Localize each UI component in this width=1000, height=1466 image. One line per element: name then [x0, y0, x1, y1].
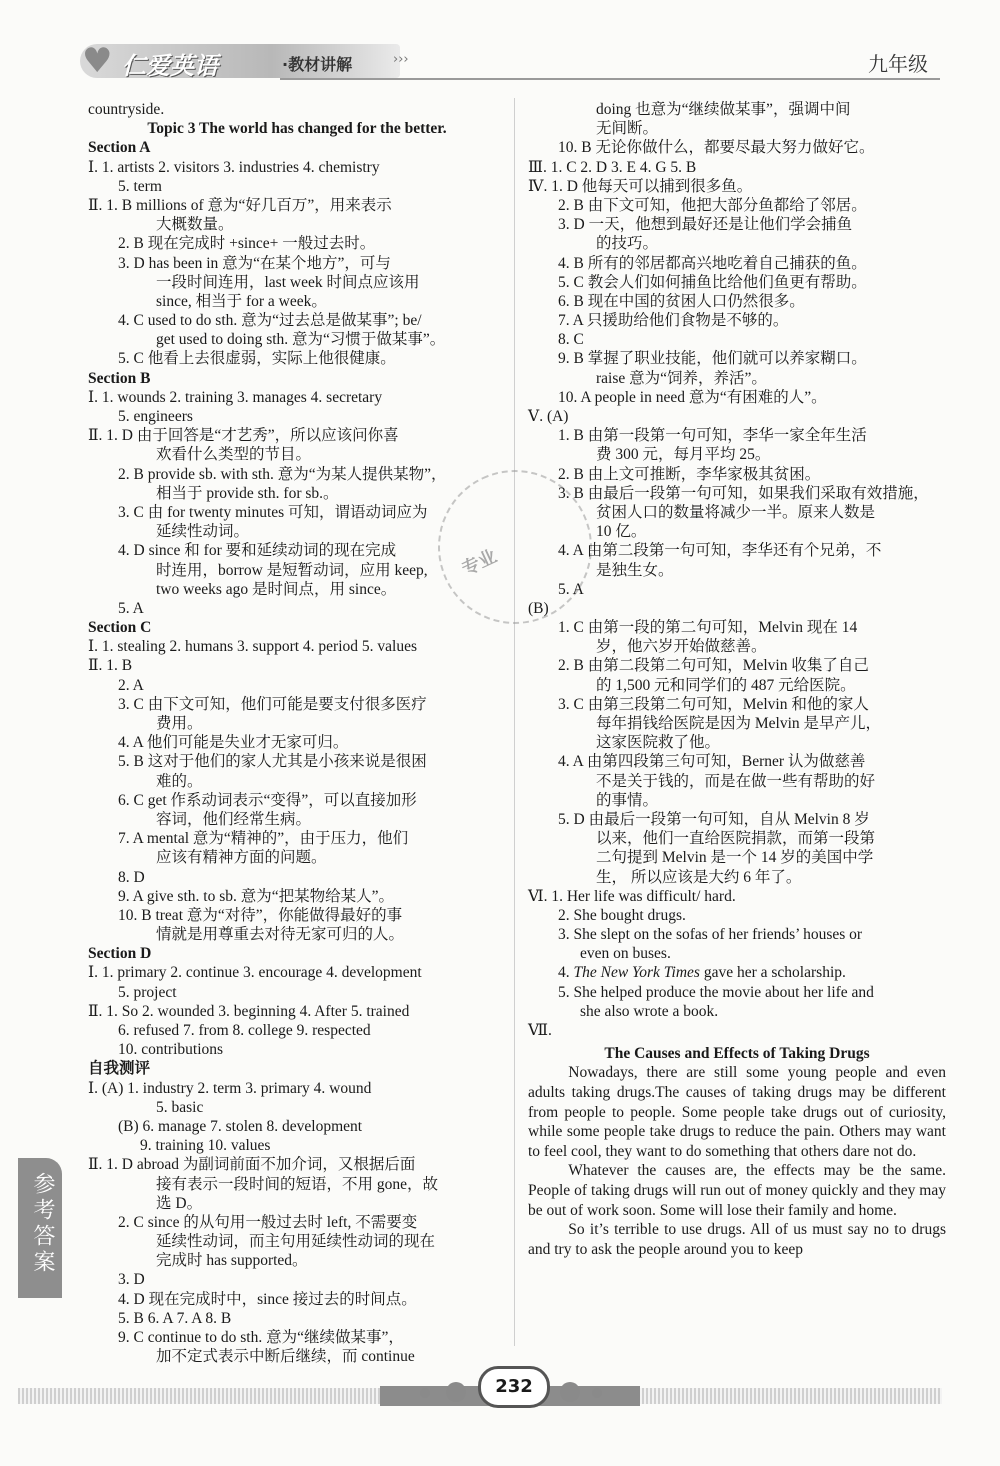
- right-answer-line: 是独生女。: [596, 561, 674, 579]
- left-answer-line: 4. D since 和 for 要和延续动词的现在完成: [118, 542, 397, 560]
- right-answer-line: 2. B 由第二段第二句可知，Melvin 收集了自己: [558, 657, 869, 675]
- right-answer-line: 3. B 由最后一段第一句可知，如果我们采取有效措施，: [558, 484, 929, 502]
- left-answer-line: 5. engineers: [118, 408, 193, 425]
- left-answer-line: since, 相当于 for a week。: [156, 292, 327, 310]
- left-answer-line: 情就是用尊重去对待无家可归的人。: [156, 926, 405, 944]
- dot-icon: [592, 1388, 602, 1398]
- right-answer-line: 1. B 由第一段第一句可知，李华一家全年生活: [558, 427, 867, 445]
- right-answer-line: 这家医院救了他。: [596, 734, 721, 752]
- left-answer-line: 4. A 他们可能是失业才无家可归。: [118, 734, 349, 752]
- left-answer-line: 相当于 provide sth. for sb.。: [156, 484, 339, 502]
- right-answer-line: 的技巧。: [596, 235, 659, 253]
- side-tab-label: 参考答案: [30, 1172, 55, 1276]
- left-answer-line: Ⅱ. 1. So 2. wounded 3. beginning 4. After 5. trained: [88, 1002, 410, 1020]
- left-answer-line: Section A: [88, 139, 151, 157]
- left-answer-line: 选 D。: [156, 1194, 203, 1212]
- right-answer-line: 2. She bought drugs.: [558, 906, 686, 924]
- left-answer-line: 7. A mental 意为“精神的”，由于压力，他们: [118, 830, 409, 848]
- right-answer-line: 2. B 由上文可推断，李华家极其贫困。: [558, 465, 821, 483]
- left-answer-line: 6. refused 7. from 8. college 9. respected: [118, 1022, 371, 1039]
- right-answer-line: doing 也意为“继续做某事”，强调中间: [596, 101, 851, 118]
- left-answer-line: Ⅰ. 1. stealing 2. humans 3. support 4. period 5. values: [88, 638, 417, 656]
- left-answer-line: 加不定式表示中断后继续，而 continue: [156, 1348, 415, 1366]
- right-answer-line: 的 1,500 元和同学们的 487 元给医院。: [596, 676, 856, 694]
- right-answer-line: 岁，他六岁开始做慈善。: [596, 638, 767, 656]
- left-answer-line: 5. C 他看上去很虚弱，实际上他很健康。: [118, 350, 396, 368]
- dot-icon: [446, 1382, 466, 1402]
- right-answer-line: 以来，他们一直给医院捐款，而第一段第: [596, 830, 876, 848]
- left-answer-line: 2. B 现在完成时 +since+ 一般过去时。: [118, 235, 376, 253]
- left-answer-line: two weeks ago 是时间点，用 since。: [156, 580, 397, 598]
- right-answer-line: 5. C 教会人们如何捕鱼比给他们鱼更有帮助。: [558, 273, 867, 291]
- left-answer-line: 3. D has been in 意为“在某个地方”，可与: [118, 254, 391, 272]
- right-answer-line: 4. A 由第二段第一句可知，李华还有个兄弟，不: [558, 542, 882, 560]
- right-answer-line: 不是关于钱的，而是在做一些有帮助的好: [596, 772, 876, 790]
- left-answer-line: 2. B provide sb. with sth. 意为“为某人提供某物”，: [118, 465, 447, 483]
- right-answer-line: Ⅴ. (A): [528, 408, 569, 425]
- right-answer-line: Ⅳ. 1. D 他每天可以捕到很多鱼。: [528, 177, 753, 195]
- book-subtitle: ·教材讲解: [282, 55, 353, 74]
- right-answer-line: 8. C: [558, 331, 584, 349]
- left-answer-line: 5. B 这对于他们的家人尤其是小孩来说是很困: [118, 753, 427, 771]
- essay-body: [528, 1063, 946, 1259]
- left-answer-line: 容词，他们经常生病。: [156, 810, 312, 828]
- right-answer-line: raise 意为“饲养，养活”。: [596, 369, 767, 387]
- right-answer-line: 5. D 由最后一段第一句可知，自从 Melvin 8 岁: [558, 810, 870, 828]
- newspaper-title: The New York Times: [573, 964, 700, 982]
- page-header: [0, 0, 1000, 95]
- essay-paragraph: Whatever the causes are, the effects may be the same. People of taking drugs will run out of money quickly and they may be out of work soon. Some will lose their family and home.: [528, 1162, 946, 1219]
- left-answer-line: 2. A: [118, 676, 144, 694]
- right-answer-line: 无间断。: [596, 120, 659, 138]
- essay-title: The Causes and Effects of Taking Drugs: [604, 1045, 870, 1063]
- left-answer-line: 3. C 由 for twenty minutes 可知，谓语动词应为: [118, 503, 428, 521]
- left-answer-line: 3. D: [118, 1271, 145, 1289]
- right-answer-lines: [528, 100, 946, 963]
- answer-line-vi-4: [528, 963, 946, 982]
- left-answer-line: 自我测评: [88, 1060, 151, 1078]
- right-answer-line: 5. She helped produce the movie about her life and: [558, 983, 874, 1001]
- left-answer-line: 9. C continue to do sth. 意为“继续做某事”，: [118, 1329, 404, 1346]
- right-answer-line: 10 亿。: [596, 523, 647, 541]
- right-answer-line: 3. D 一天，他想到最好还是让他们学会捕鱼: [558, 216, 853, 234]
- left-answer-line: 9. A give sth. to sb. 意为“把某物给某人”。: [118, 887, 394, 905]
- right-answer-line: 的事情。: [596, 791, 659, 809]
- left-answer-line: Section B: [88, 369, 151, 387]
- left-answer-line: 9. training 10. values: [140, 1137, 271, 1155]
- left-answer-line: 3. C 由下文可知，他们可能是要支付很多医疗: [118, 695, 427, 713]
- left-answer-line: Topic 3 The world has changed for the better.: [147, 120, 447, 138]
- right-answer-line: 9. B 掌握了职业技能，他们就可以养家糊口。: [558, 350, 867, 368]
- right-answer-line: 10. A people in need 意为“有困难的人”。: [558, 388, 827, 406]
- left-answer-line: Ⅰ. 1. artists 2. visitors 3. industries 4. chemistry: [88, 158, 380, 176]
- right-answer-lines-b: [528, 983, 946, 1041]
- left-answer-line: (B) 6. manage 7. stolen 8. development: [118, 1117, 363, 1135]
- right-answer-column: [528, 100, 946, 1259]
- header-rule: [280, 78, 940, 80]
- left-answer-line: 8. D: [118, 868, 145, 886]
- dot-icon: [420, 1388, 430, 1398]
- right-answer-line: she also wrote a book.: [580, 1002, 719, 1020]
- left-answer-line: 完成时 has supported。: [156, 1252, 308, 1270]
- answer-prefix: 4.: [558, 964, 574, 982]
- right-answer-line: Ⅵ. 1. Her life was difficult/ hard.: [528, 887, 736, 905]
- right-answer-line: Ⅲ. 1. C 2. D 3. E 4. G 5. B: [528, 158, 697, 176]
- right-answer-line: 费 300 元，每月平均 25。: [596, 446, 771, 464]
- left-answer-line: Ⅰ. 1. wounds 2. training 3. manages 4. secretary: [88, 388, 383, 406]
- left-answer-line: 接有表示一段时间的短语，不用 gone，故: [156, 1175, 439, 1193]
- right-answer-line: even on buses.: [580, 945, 671, 963]
- left-answer-line: 5. A: [118, 599, 144, 617]
- right-answer-line: 10. B 无论你做什么，都要尽最大努力做好它。: [558, 139, 875, 157]
- right-answer-line: 3. She slept on the sofas of her friends’ houses or: [558, 926, 863, 944]
- left-answer-line: 时连用，borrow 是短暂动词，应用 keep,: [156, 561, 428, 579]
- right-answer-line: 5. A: [558, 580, 584, 598]
- essay-paragraph: So it’s terrible to use drugs. All of us must say no to drugs and try to ask the people around you to keep: [528, 1221, 946, 1258]
- right-answer-line: 二句提到 Melvin 是一个 14 岁的美国中学: [596, 849, 874, 867]
- left-answer-line: 2. C since 的从句用一般过去时 left, 不需要变: [118, 1213, 418, 1231]
- left-answer-line: 一段时间连用，last week 时间点应该用: [156, 273, 420, 291]
- right-answer-line: 4. A 由第四段第三句可知，Berner 认为做慈善: [558, 753, 866, 771]
- left-answer-line: 10. contributions: [118, 1041, 224, 1059]
- grade-label: 九年级: [868, 52, 928, 76]
- left-answer-line: Ⅱ. 1. D abroad 为副词前面不加介词，又根据后面: [88, 1156, 416, 1174]
- essay-paragraph: Nowadays, there are still some young people and even adults taking drugs.The causes of taking drugs may be different from people to people. Some people take drugs out of curiosity, while some people take drugs to reduce the pain. Others may want to feel cool, they want to do something that others dare not do.: [528, 1064, 946, 1160]
- left-answer-line: 费用。: [156, 715, 203, 732]
- left-answer-line: Ⅰ. 1. primary 2. continue 3. encourage 4. development: [88, 964, 422, 982]
- left-answer-column: [88, 100, 506, 1366]
- left-answer-line: 4. D 现在完成时中，since 接过去的时间点。: [118, 1290, 417, 1308]
- right-answer-line: (B): [528, 599, 549, 617]
- page-footer: [0, 1360, 1000, 1466]
- left-answer-line: get used to doing sth. 意为“习惯于做某事”。: [156, 331, 446, 349]
- right-answer-line: 3. C 由第三段第二句可知，Melvin 和他的家人: [558, 695, 869, 713]
- right-answer-line: 每年捐钱给医院是因为 Melvin 是早产儿，: [596, 715, 882, 732]
- left-answer-line: 大概数量。: [156, 216, 234, 234]
- right-answer-line: 7. A 只援助给他们食物是不够的。: [558, 312, 789, 330]
- left-answer-line: 5. basic: [156, 1098, 204, 1116]
- page-number: 232: [478, 1366, 550, 1408]
- left-answer-line: countryside.: [88, 101, 165, 118]
- brand-title: 仁爱英语: [122, 52, 218, 80]
- left-answer-line: 5. term: [118, 177, 162, 195]
- heart-logo-icon: ♥: [82, 41, 113, 81]
- left-answer-line: 应该有精神方面的问题。: [156, 849, 327, 867]
- left-answer-line: 延续性动词。: [156, 523, 250, 541]
- left-answer-line: 6. C get 作系动词表示“变得”，可以直接加形: [118, 791, 417, 809]
- right-answer-line: 贫困人口的数量将减少一半。原来人数是: [596, 503, 876, 521]
- left-answer-line: 5. project: [118, 983, 177, 1001]
- left-answer-line: Ⅱ. 1. B millions of 意为“好几百万”，用来表示: [88, 196, 392, 214]
- right-answer-line: 1. C 由第一段的第二句可知，Melvin 现在 14: [558, 619, 858, 637]
- column-divider: [514, 98, 515, 1346]
- left-answer-line: Section D: [88, 945, 152, 963]
- left-answer-line: Ⅱ. 1. B: [88, 657, 133, 675]
- answer-rest: gave her a scholarship.: [699, 964, 846, 982]
- left-answer-line: 10. B treat 意为“对待”，你能做得最好的事: [118, 906, 403, 924]
- left-answer-line: 5. B 6. A 7. A 8. B: [118, 1309, 232, 1327]
- watermark-stamp: 专业: [413, 445, 618, 650]
- right-answer-line: Ⅶ.: [528, 1022, 552, 1039]
- left-answer-line: 难的。: [156, 772, 203, 790]
- left-answer-line: Ⅰ. (A) 1. industry 2. term 3. primary 4. wound: [88, 1079, 372, 1097]
- right-answer-line: 2. B 由下文可知，他把大部分鱼都给了邻居。: [558, 196, 867, 214]
- left-answer-line: 欢看什么类型的节目。: [156, 446, 312, 464]
- left-answer-line: Section C: [88, 619, 152, 637]
- dot-icon: [560, 1382, 580, 1402]
- right-answer-line: 6. B 现在中国的贫困人口仍然很多。: [558, 292, 805, 310]
- right-answer-line: 4. B 所有的邻居都高兴地吃着自己捕获的鱼。: [558, 254, 867, 272]
- right-answer-line: 生， 所以应该是大约 6 年了。: [596, 868, 802, 886]
- left-answer-line: Ⅱ. 1. D 由于回答是“才艺秀”，所以应该问你喜: [88, 427, 399, 445]
- left-answer-line: 延续性动词，而主句用延续性动词的现在: [156, 1233, 436, 1251]
- left-answer-line: 4. C used to do sth. 意为“过去总是做某事”; be/: [118, 312, 422, 330]
- arrows-icon: ›››: [393, 52, 409, 67]
- answer-key-side-tab: [18, 1158, 62, 1298]
